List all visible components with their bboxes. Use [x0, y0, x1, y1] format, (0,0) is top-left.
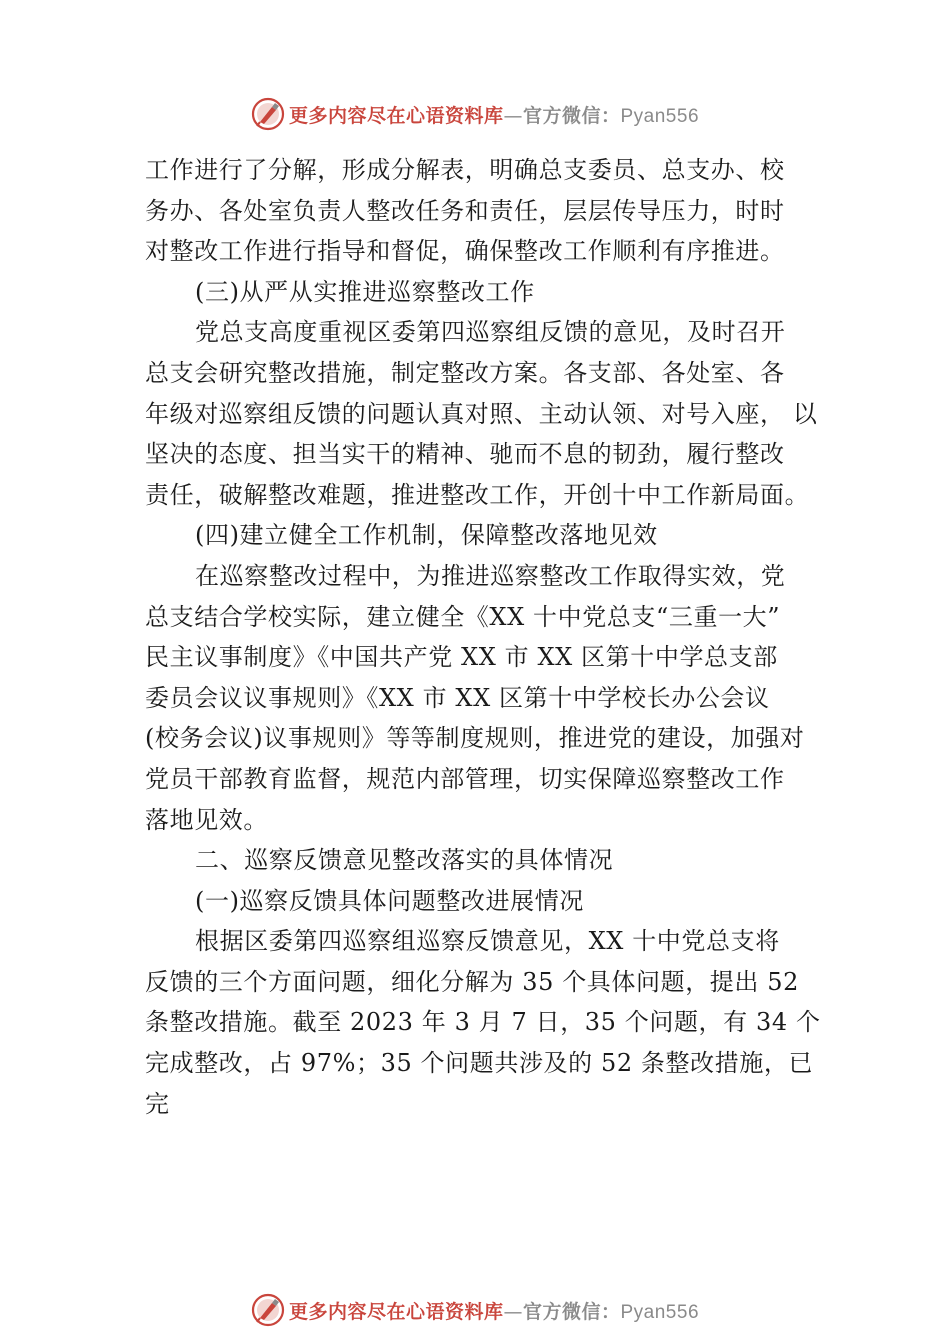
text-line: (三)从严从实推进巡察整改工作: [195, 277, 535, 306]
text-line: 二、巡察反馈意见整改落实的具体情况: [195, 846, 614, 875]
text-line: 民主议事制度》《中国共产党 XX 市 XX 区第十中学总支部: [145, 643, 778, 672]
watermark-main-text: 更多内容尽在心语资料库: [288, 104, 504, 127]
text-line: 党总支高度重视区委第四巡察组反馈的意见，及时召开: [195, 318, 786, 347]
text-line: 总支会研究整改措施，制定整改方案。各支部、各处室、各: [145, 358, 785, 387]
text-line: (一)巡察反馈具体问题整改进展情况: [195, 886, 584, 915]
document-body: [145, 150, 825, 1124]
footer-watermark: [0, 1290, 950, 1330]
watermark-wechat-label: 官方微信：: [522, 104, 621, 127]
watermark-wechat-label: 官方微信：: [522, 1300, 621, 1323]
text-line: 坚决的态度、担当实干的精神、驰而不息的韧劲，履行整改: [145, 440, 785, 469]
text-line: (校务会议)议事规则》等等制度规则，推进党的建设，加强对: [145, 724, 805, 753]
watermark-text: [289, 101, 699, 128]
watermark-separator: —: [503, 104, 523, 127]
text-line: 在巡察整改过程中，为推进巡察整改工作取得实效，党: [195, 561, 786, 590]
text-line: 完成整改，占 97%；35 个问题共涉及的 52 条整改措施，已: [145, 1049, 814, 1078]
text-line: 总支结合学校实际，建立健全《XX 十中党总支“三重一大”: [145, 602, 781, 631]
watermark-wechat-id: Pyan556: [620, 1301, 700, 1323]
text-line: 条整改措施。截至 2023 年 3 月 7 日，35 个问题，有 34 个: [145, 1008, 821, 1037]
text-line: 年级对巡察组反馈的问题认真对照、主动认领、对号入座， 以: [145, 399, 818, 428]
text-line: 反馈的三个方面问题，细化分解为 35 个具体问题，提出 52: [145, 967, 799, 996]
text-line: 党员干部教育监督，规范内部管理，切实保障巡察整改工作: [145, 764, 785, 793]
text-line: 委员会议议事规则》《XX 市 XX 区第十中学校长办公会议: [145, 683, 770, 712]
text-line: 根据区委第四巡察组巡察反馈意见，XX 十中党总支将: [195, 927, 780, 956]
text-line: 对整改工作进行指导和督促，确保整改工作顺利有序推进。: [145, 237, 785, 266]
watermark-separator: —: [503, 1300, 523, 1323]
header-watermark: [0, 94, 950, 134]
text-line: 工作进行了分解，形成分解表，明确总支委员、总支办、校: [145, 156, 785, 184]
watermark-main-text: 更多内容尽在心语资料库: [288, 1300, 504, 1323]
text-line: 责任，破解整改难题，推进整改工作，开创十中工作新局面。: [145, 480, 810, 509]
pen-nib-logo-icon: [251, 1293, 285, 1327]
text-line: 务办、各处室负责人整改任务和责任，层层传导压力，时时: [145, 196, 785, 225]
text-line: 完: [145, 1089, 170, 1118]
watermark-wechat-id: Pyan556: [620, 105, 700, 127]
text-line: 落地见效。: [145, 805, 268, 834]
pen-nib-logo-icon: [251, 97, 285, 131]
text-line: (四)建立健全工作机制，保障整改落地见效: [195, 521, 658, 550]
watermark-text: [289, 1297, 699, 1324]
